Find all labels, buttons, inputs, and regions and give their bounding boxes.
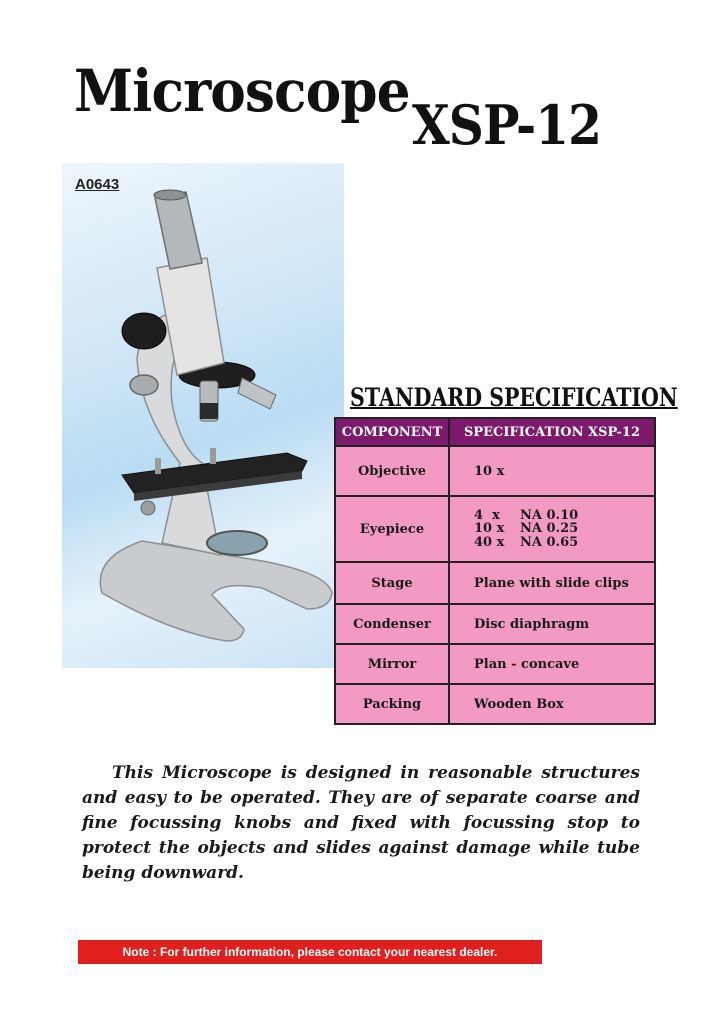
component-label: Mirror [335,644,449,684]
component-value: Plane with slide clips [449,562,655,604]
component-value: 10 x [449,446,655,496]
component-label: Condenser [335,604,449,644]
title-model: XSP-12 [412,93,602,157]
microscope-base [100,541,332,641]
product-description: This Microscope is designed in reasonable structures and easy to be operated. They are of separate coarse and fine focussing knobs and fixed with focussing stop to protect the objects and slides against damage while tube being downward. [82,763,640,883]
column-header-component: COMPONENT [335,418,449,446]
title-microscope: Microscope [74,57,410,125]
component-value [449,496,655,562]
spec-row-stage [335,562,655,604]
component-value: Wooden Box [449,684,655,724]
eyepiece-na: NA 0.65 [520,534,579,550]
fine-focus-knob [141,501,155,515]
column-header-specification: SPECIFICATION XSP-12 [449,418,655,446]
eyepiece-list [474,509,648,550]
eyepiece-mag: 4 x [474,507,500,523]
spec-heading: STANDARD SPECIFICATION [350,383,678,412]
component-value: Plan - concave [449,644,655,684]
component-label: Packing [335,684,449,724]
spec-table [334,417,656,725]
spec-row-packing [335,684,655,724]
mirror [207,531,267,555]
component-label: Objective [335,446,449,496]
coarse-focus-knob [130,375,158,395]
component-label: Stage [335,562,449,604]
component-label: Eyepiece [335,496,449,562]
microscope-illustration [62,163,344,668]
microscope-photo [62,163,344,668]
eyepiece-na: NA 0.10 [520,507,579,523]
eyepiece-na: NA 0.25 [520,521,579,537]
spec-row-condenser [335,604,655,644]
component-value: Disc diaphragm [449,604,655,644]
eyepiece-mag: 10 x [474,521,505,537]
eyepiece-mag: 40 x [474,534,505,550]
focus-housing [122,313,166,349]
spec-header-row [335,418,655,446]
product-code: A0643 [75,176,120,193]
spec-row-mirror [335,644,655,684]
dealer-note: Note : For further information, please contact your nearest dealer. [78,940,542,964]
spec-row-eyepiece [335,496,655,562]
spec-row-objective [335,446,655,496]
eyepiece [155,192,202,269]
